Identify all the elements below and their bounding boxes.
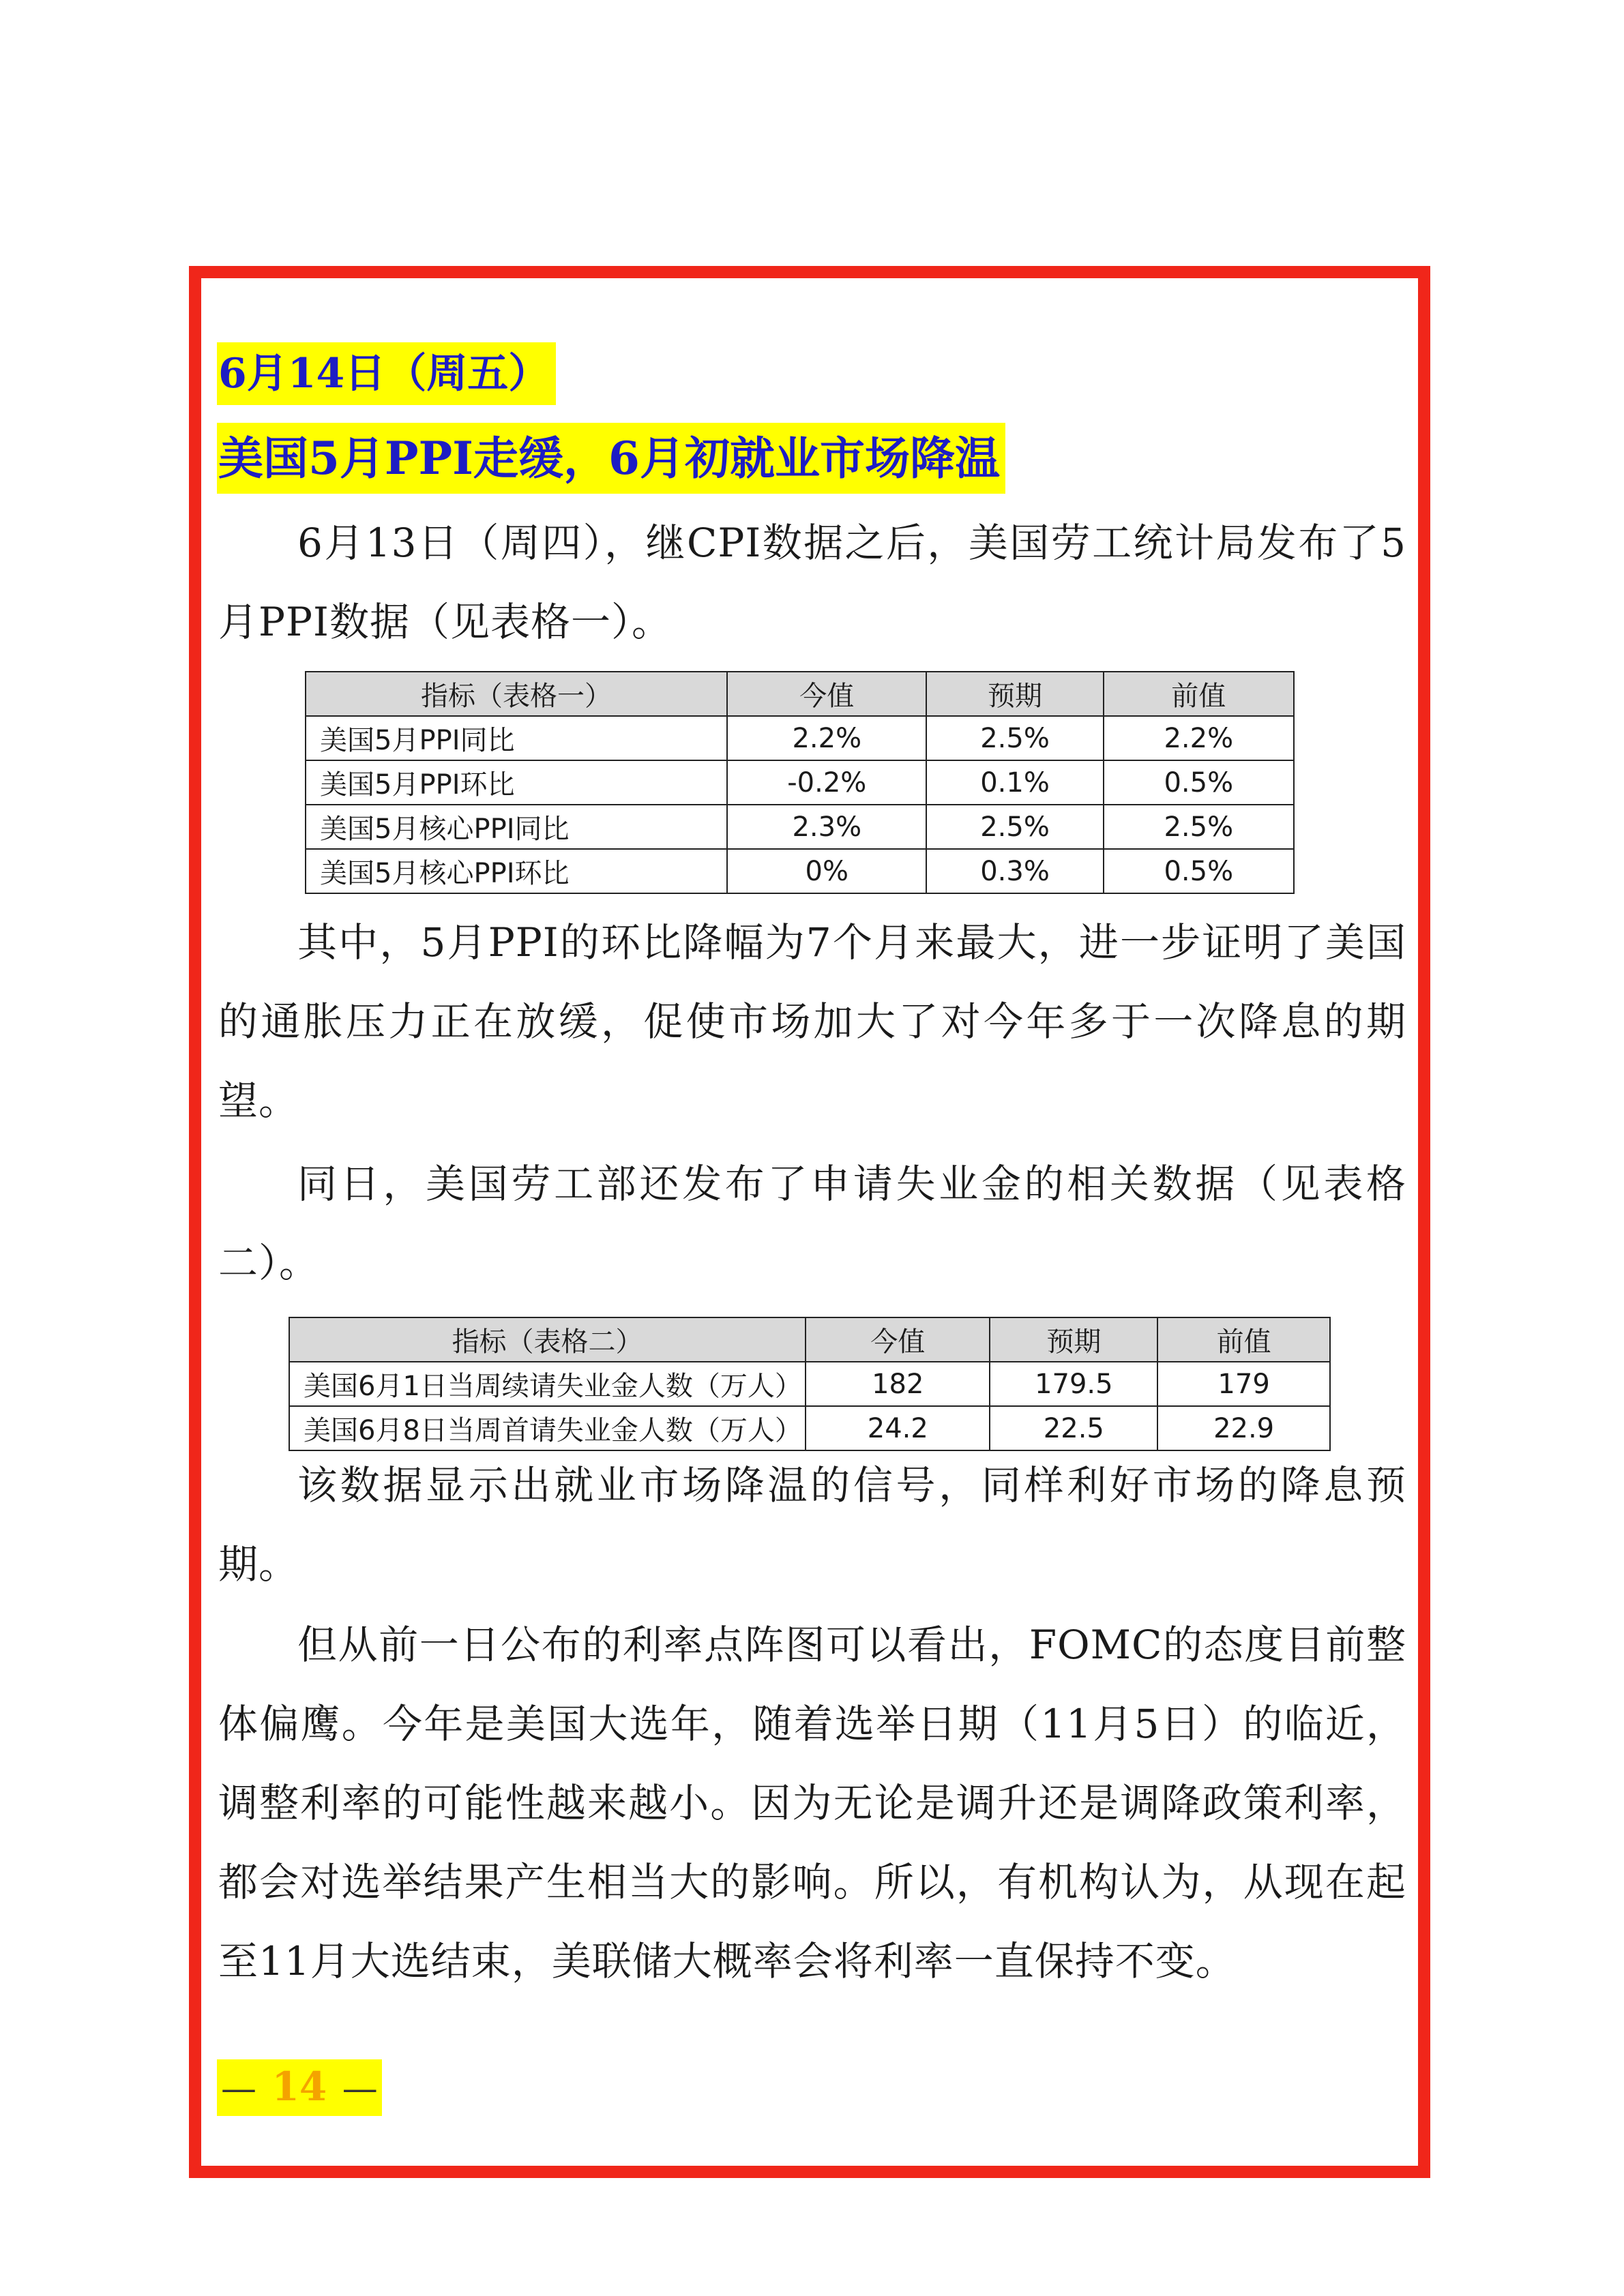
header-previous: 前值 [1104,672,1294,716]
header-actual: 今值 [806,1317,990,1362]
header-forecast: 预期 [926,672,1103,716]
previous-value: 0.5% [1104,849,1294,893]
table-row [306,805,1294,849]
actual-value: 2.3% [727,805,926,849]
forecast-value: 179.5 [990,1362,1157,1406]
table-row [289,1406,1330,1450]
row-label: 美国5月PPI同比 [306,716,727,760]
article-title: 美国5月PPI走缓，6月初就业市场降温 [217,423,1005,494]
row-label: 美国6月1日当周续请失业金人数（万人） [289,1362,806,1406]
page-number-dash-left: — [221,2068,256,2109]
header-previous: 前值 [1157,1317,1330,1362]
actual-value: 182 [806,1362,990,1406]
forecast-value: 0.1% [926,760,1103,805]
paragraph-jobless-analysis: 该数据显示出就业市场降温的信号，同样利好市场的降息预期。 [218,1462,1406,1587]
previous-value: 0.5% [1104,760,1294,805]
table-header-row [306,672,1294,716]
previous-value: 2.5% [1104,805,1294,849]
table-row [289,1362,1330,1406]
actual-value: 2.2% [727,716,926,760]
paragraph-fomc-outlook: 但从前一日公布的利率点阵图可以看出，FOMC的态度目前整体偏鹰。今年是美国大选年，随着选举日期（11月5日）的临近，调整利率的可能性越来越小。因为无论是调升还是调降政策利率，都会对选举结果产生相当大的影响。所以，有机构认为，从现在起至11月大选结束，美联储大概率会将利率一直保持不变。 [218,1622,1406,1984]
page-number-value: 14 [271,2063,327,2110]
header-indicator: 指标（表格二） [289,1317,806,1362]
header-indicator: 指标（表格一） [306,672,727,716]
table-header-row [289,1317,1330,1362]
previous-value: 2.2% [1104,716,1294,760]
actual-value: 0% [727,849,926,893]
row-label: 美国5月PPI环比 [306,760,727,805]
previous-value: 179 [1157,1362,1330,1406]
page-number-dash-right: — [342,2068,378,2109]
paragraph-ppi-analysis: 其中，5月PPI的环比降幅为7个月来最大，进一步证明了美国的通胀压力正在放缓，促使市场加大了对今年多于一次降息的期望。 [218,919,1406,1124]
row-label: 美国5月核心PPI环比 [306,849,727,893]
header-actual: 今值 [727,672,926,716]
table-row [306,760,1294,805]
row-label: 美国5月核心PPI同比 [306,805,727,849]
table-row [306,716,1294,760]
forecast-value: 2.5% [926,716,1103,760]
actual-value: -0.2% [727,760,926,805]
actual-value: 24.2 [806,1406,990,1450]
jobless-claims-table [289,1317,1331,1451]
header-forecast: 预期 [990,1317,1157,1362]
paragraph-intro: 6月13日（周四），继CPI数据之后，美国劳工统计局发布了5月PPI数据（见表格一）。 [218,520,1406,645]
forecast-value: 0.3% [926,849,1103,893]
previous-value: 22.9 [1157,1406,1330,1450]
table-row [306,849,1294,893]
page-number [217,2059,382,2116]
forecast-value: 2.5% [926,805,1103,849]
date-heading: 6月14日（周五） [217,342,556,405]
forecast-value: 22.5 [990,1406,1157,1450]
ppi-table [305,671,1295,894]
paragraph-jobless-intro: 同日，美国劳工部还发布了申请失业金的相关数据（见表格二）。 [218,1161,1406,1286]
row-label: 美国6月8日当周首请失业金人数（万人） [289,1406,806,1450]
